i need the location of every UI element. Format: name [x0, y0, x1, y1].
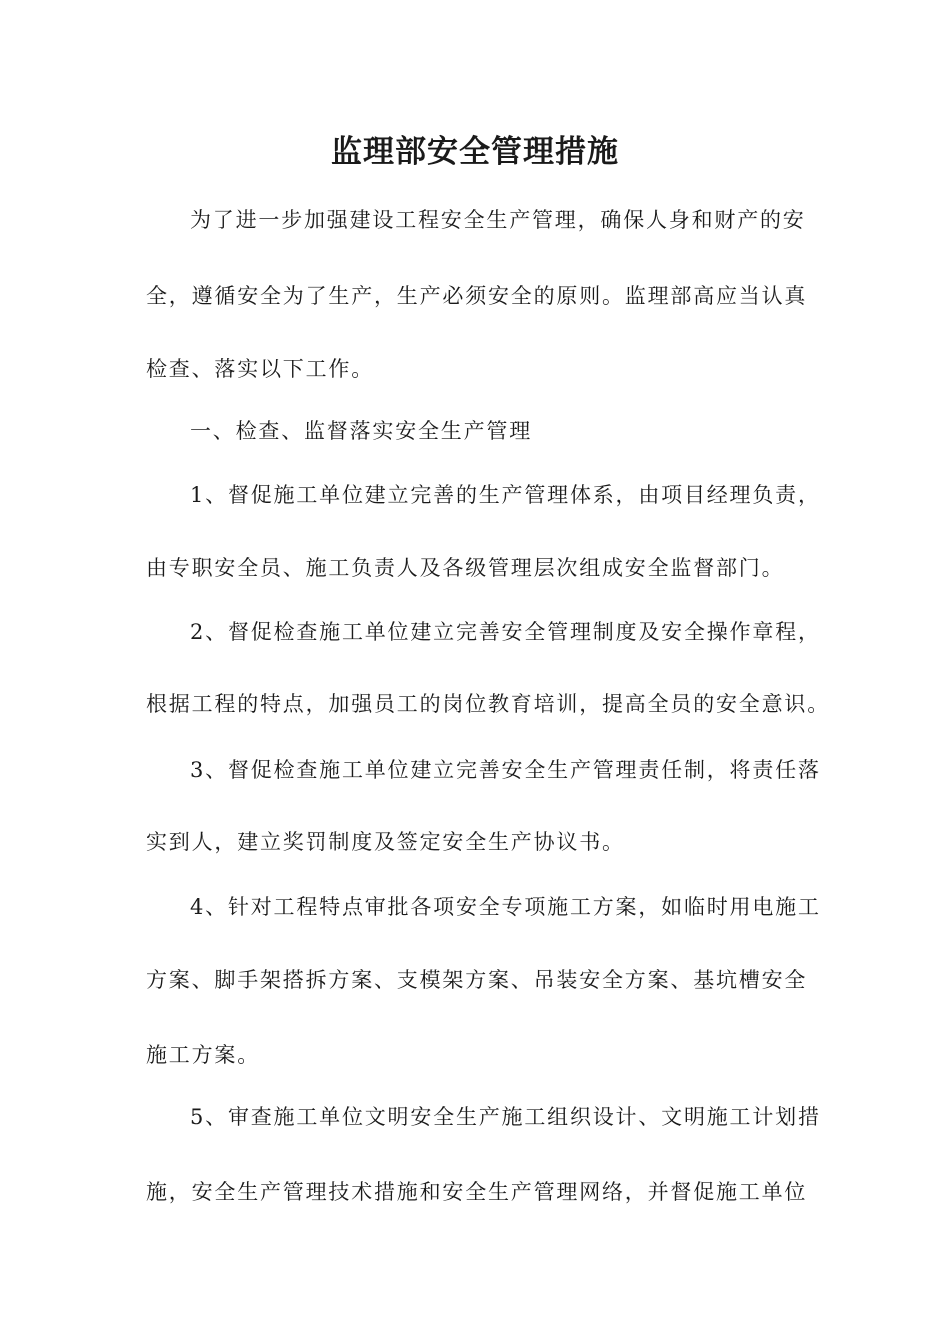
item-4-line-3: 施工方案。	[146, 1043, 260, 1067]
paragraph-1-line-1: 为了进一步加强建设工程安全生产管理，确保人身和财产的安	[190, 208, 806, 232]
item-5-line-1: 5、审查施工单位文明安全生产施工组织设计、文明施工计划措	[190, 1105, 821, 1129]
item-4-line-2: 方案、脚手架搭拆方案、支模架方案、吊装安全方案、基坑槽安全	[146, 968, 808, 992]
item-1-line-2: 由专职安全员、施工负责人及各级管理层次组成安全监督部门。	[146, 556, 785, 580]
paragraph-1-line-2: 全，遵循安全为了生产，生产必须安全的原则。监理部高应当认真	[146, 284, 808, 308]
document-title: 监理部安全管理措施	[331, 134, 619, 170]
item-3-line-2: 实到人，建立奖罚制度及签定安全生产协议书。	[146, 830, 625, 854]
item-1-line-1: 1、督促施工单位建立完善的生产管理体系，由项目经理负责，	[190, 483, 821, 507]
section-heading-1: 一、检查、监督落实安全生产管理	[190, 419, 532, 443]
item-5-line-2: 施，安全生产管理技术措施和安全生产管理网络，并督促施工单位	[146, 1180, 808, 1204]
item-2-line-1: 2、督促检查施工单位建立完善安全管理制度及安全操作章程，	[190, 620, 821, 644]
item-2-line-2: 根据工程的特点，加强员工的岗位教育培训，提高全员的安全意识。	[146, 692, 830, 716]
item-3-line-1: 3、督促检查施工单位建立完善安全生产管理责任制，将责任落	[190, 758, 821, 782]
paragraph-1-line-3: 检查、落实以下工作。	[146, 357, 374, 381]
item-4-line-1: 4、针对工程特点审批各项安全专项施工方案，如临时用电施工	[190, 895, 821, 919]
